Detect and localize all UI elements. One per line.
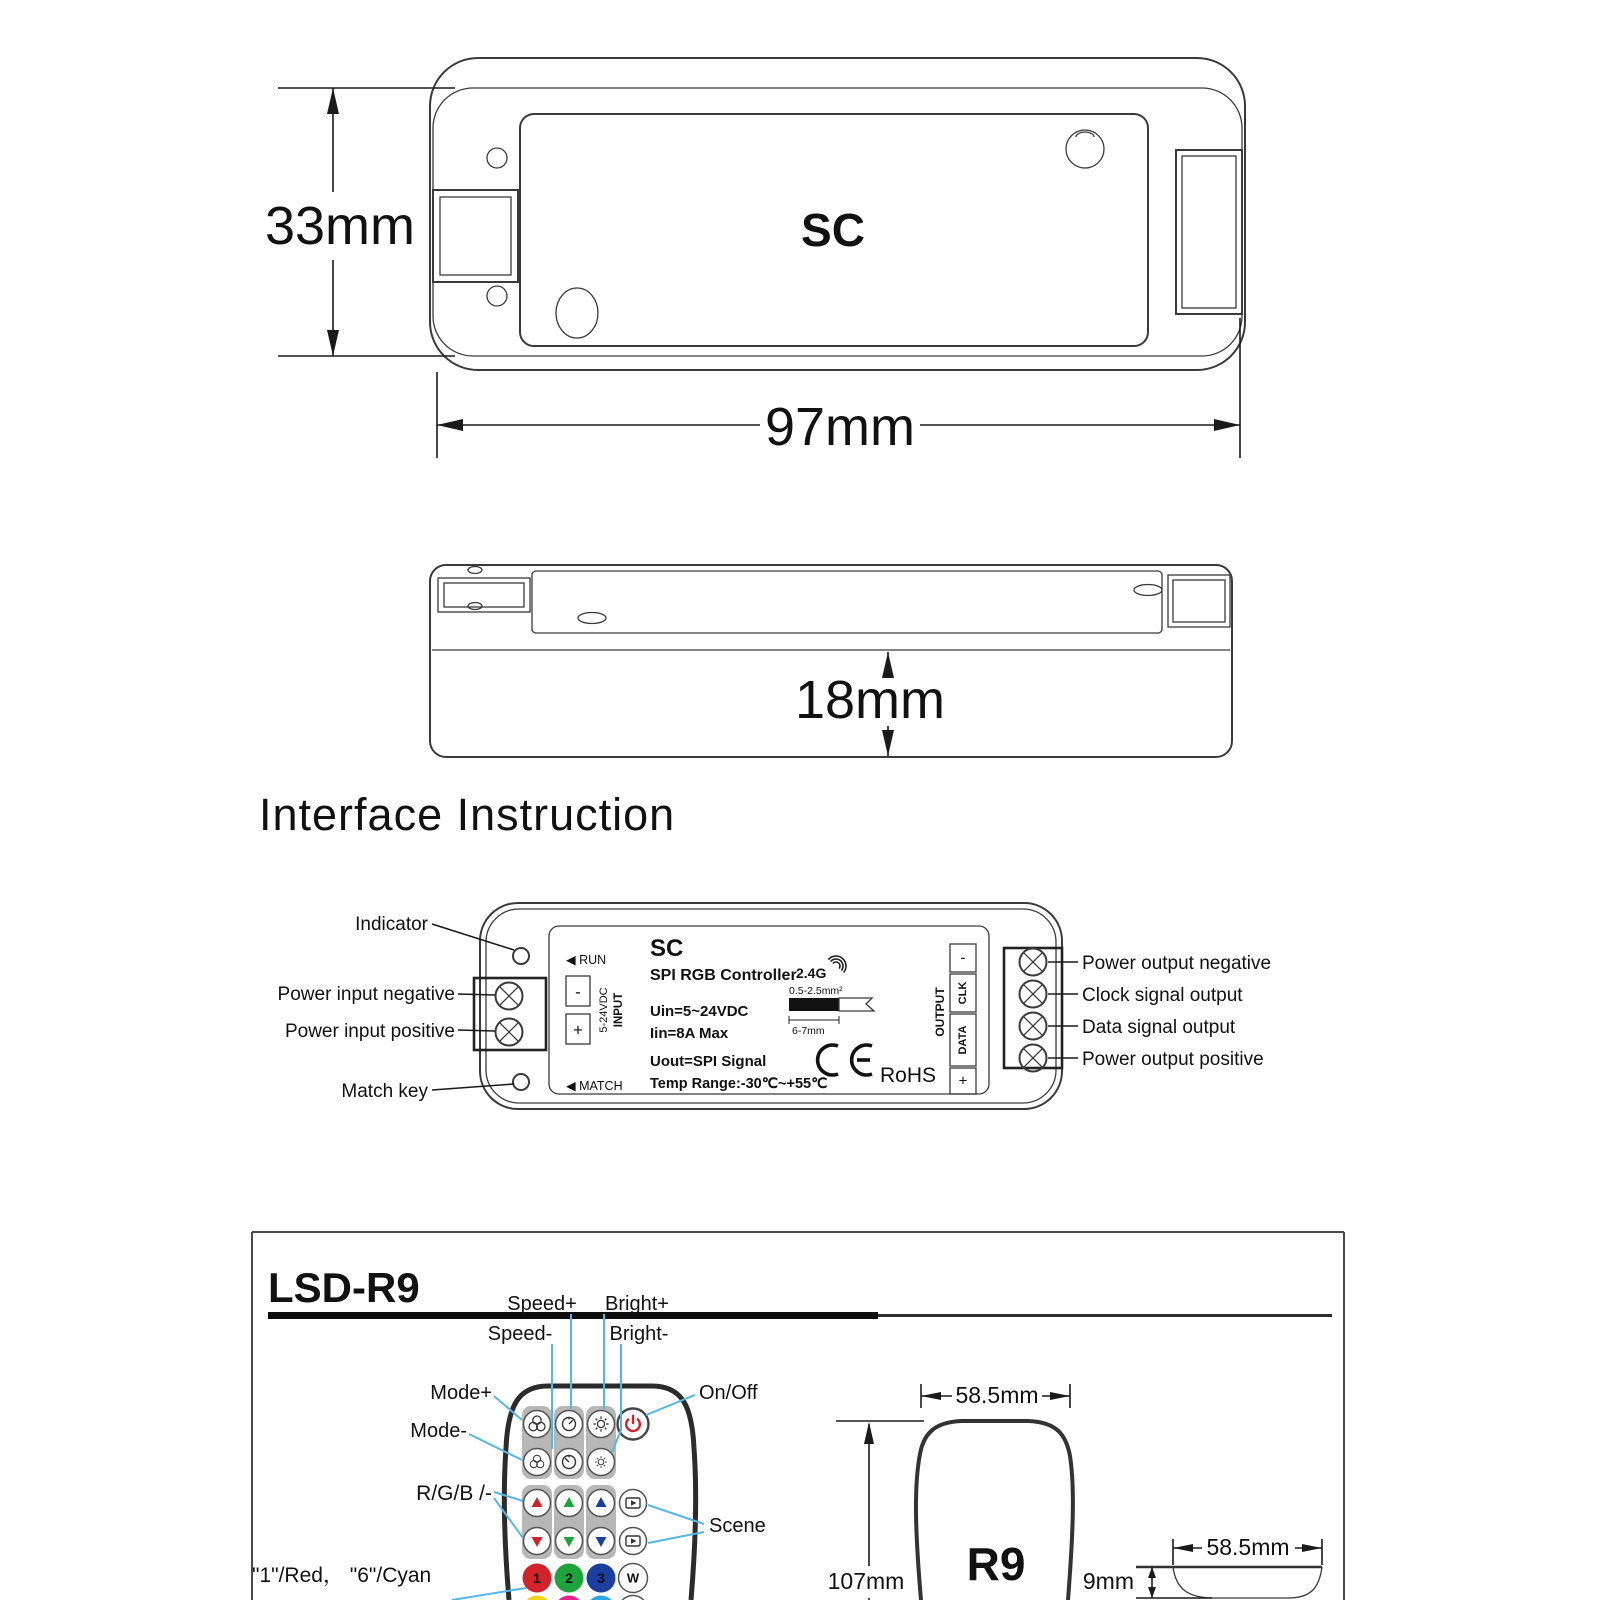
label-rgb: R/G/B /-: [416, 1482, 492, 1505]
input-terminal-cutout: [433, 190, 518, 282]
label-note: "1"/Red， "6"/Cyan: [252, 1564, 432, 1587]
match-key-icon: [513, 1074, 529, 1090]
spec-iin: Iin=8A Max: [650, 1025, 729, 1042]
label-mode-minus: Mode-: [410, 1420, 467, 1442]
wire-gauge-icon: [789, 985, 874, 1037]
wire-gauge-label: 0.5-2.5mm²: [789, 985, 843, 997]
r9-model-label: R9: [966, 1538, 1026, 1590]
device-title: SC: [650, 935, 684, 962]
callout-data-signal-output: Data signal output: [1082, 1017, 1236, 1038]
blue-up-button: [588, 1490, 615, 1517]
bright-minus-button: [588, 1449, 615, 1476]
spec-uout: Uout=SPI Signal: [650, 1053, 767, 1070]
green-up-button: [556, 1490, 583, 1517]
dim-r9-height: 107mm: [827, 1568, 905, 1594]
rohs-label: RoHS: [880, 1064, 937, 1087]
wifi-icon: [828, 952, 850, 973]
blue-down-button: [588, 1528, 615, 1555]
out-data-label: DATA: [957, 1025, 969, 1055]
red-down-button: [524, 1528, 551, 1555]
strip-length-label: 6-7mm: [792, 1025, 825, 1037]
spec-temp: Temp Range:-30℃~+55℃: [650, 1076, 828, 1092]
button-hole-icon: [556, 288, 598, 338]
label-speed-plus: Speed+: [507, 1293, 577, 1315]
label-bright-minus: Bright-: [609, 1323, 669, 1345]
side-tab: [1168, 575, 1230, 627]
power-input-terminals: [474, 978, 546, 1050]
scene-button-1: [620, 1490, 647, 1517]
number-1-label: 1: [533, 1570, 541, 1586]
indicator-led-icon: [513, 948, 529, 964]
dim-r9-width: 58.5mm: [955, 1382, 1039, 1408]
on-off-button: [618, 1409, 649, 1440]
label-scene: Scene: [709, 1515, 766, 1537]
output-label: OUTPUT: [933, 987, 947, 1037]
top-view-drawing: [265, 58, 1245, 458]
bright-plus-button: [588, 1411, 615, 1438]
led-hole-icon: [1066, 130, 1104, 168]
callout-power-output-negative: Power output negative: [1082, 953, 1272, 974]
screw-hole-icon: [487, 148, 507, 168]
label-mode-plus: Mode+: [430, 1382, 492, 1404]
scene-button-2: [620, 1528, 647, 1555]
input-label: INPUT: [613, 992, 625, 1028]
r9-profile-drawing: [1083, 1534, 1322, 1598]
spec-uin: Uin=5~24VDC: [650, 1003, 749, 1020]
dim-97mm: [437, 318, 1240, 458]
input-minus-label: -: [575, 982, 581, 1002]
number-button-2: [555, 1564, 584, 1593]
label-on-off: On/Off: [699, 1382, 758, 1404]
dim-33mm: [265, 88, 455, 356]
callout-power-output-positive: Power output positive: [1082, 1049, 1264, 1070]
speed-plus-button: [556, 1411, 583, 1438]
number-3-label: 3: [597, 1570, 605, 1586]
label-speed-minus: Speed-: [487, 1323, 553, 1345]
run-label: ◀ RUN: [566, 953, 607, 967]
dim-33mm-text: 33mm: [264, 196, 416, 256]
callout-clock-signal-output: Clock signal output: [1082, 985, 1243, 1006]
ce-mark-icon: [818, 1045, 872, 1075]
green-down-button: [556, 1528, 583, 1555]
match-label: ◀ MATCH: [566, 1079, 623, 1093]
callout-power-input-negative: Power input negative: [277, 984, 455, 1005]
white-button: [619, 1564, 648, 1593]
top-view-product-label: SC: [801, 204, 865, 256]
side-view-drawing: [430, 565, 1232, 757]
callout-match-key: Match key: [341, 1081, 428, 1102]
input-voltage-label: 5-24VDC: [598, 987, 610, 1033]
mode-plus-button: [524, 1411, 551, 1438]
interface-diagram: [278, 903, 1272, 1109]
device-subtitle: SPI RGB Controller: [650, 967, 797, 984]
r9-dimension-drawing: [828, 1382, 1073, 1600]
callout-indicator: Indicator: [355, 914, 428, 935]
mode-minus-button: [524, 1449, 551, 1476]
dim-97mm-text: 97mm: [764, 397, 916, 457]
number-button-3: [587, 1564, 616, 1593]
dim-18mm: [795, 652, 945, 756]
side-view-recess: [532, 571, 1162, 633]
white-button-label: W: [626, 1570, 640, 1586]
lsd-r9-section: [252, 1232, 1344, 1600]
label-bright-plus: Bright+: [605, 1293, 669, 1315]
rf-label: 2.4G: [796, 965, 827, 981]
speed-minus-button: [556, 1449, 583, 1476]
dim-thickness: 9mm: [1082, 1568, 1134, 1594]
dim-18mm-text: 18mm: [794, 670, 946, 730]
remote-heading: LSD-R9: [268, 1264, 420, 1311]
interface-heading: Interface Instruction: [259, 789, 676, 840]
r9-profile-outline: [1173, 1567, 1322, 1598]
input-plus-label: +: [573, 1020, 583, 1040]
callout-power-input-positive: Power input positive: [284, 1021, 455, 1042]
screw-hole-icon: [487, 286, 507, 306]
number-button-1: [523, 1564, 552, 1593]
out-clk-label: CLK: [957, 981, 969, 1005]
output-terminal-cover: [1176, 150, 1242, 314]
out-minus-label: -: [960, 949, 966, 967]
dim-profile-width: 58.5mm: [1206, 1534, 1290, 1560]
red-up-button: [524, 1490, 551, 1517]
out-plus-label: +: [958, 1072, 968, 1090]
number-2-label: 2: [565, 1570, 573, 1586]
output-terminals: [1004, 948, 1062, 1072]
